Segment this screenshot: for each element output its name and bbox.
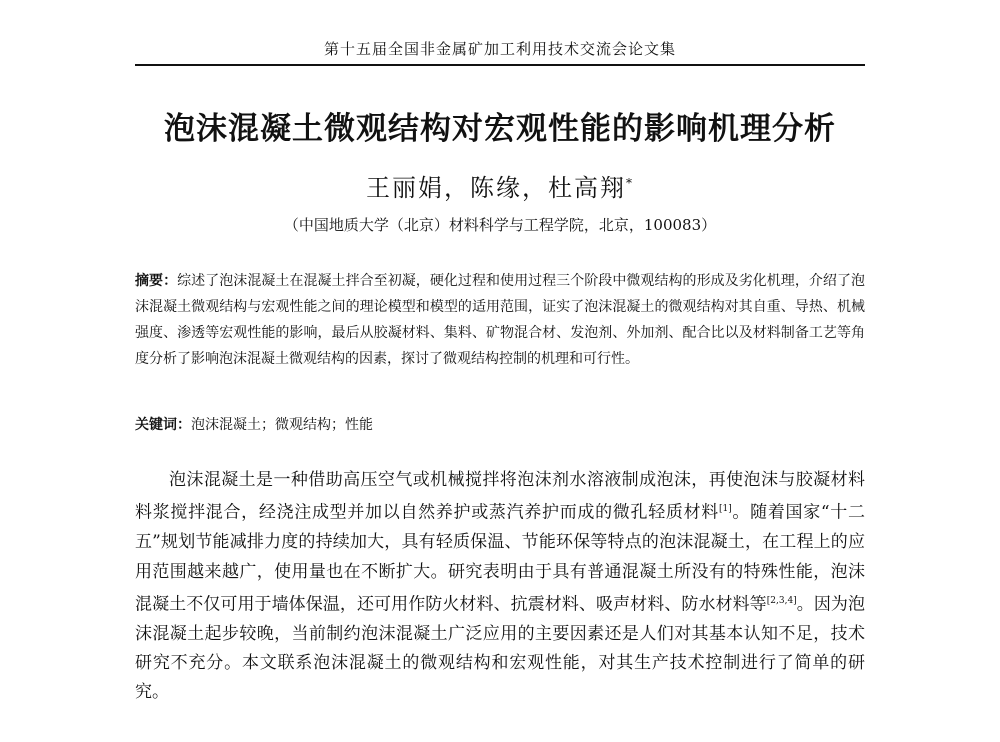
citation-1: [1] (718, 504, 732, 515)
citation-2-3-4: [2,3,4] (766, 595, 797, 606)
corresponding-author-mark: * (626, 176, 634, 190)
body-paragraph (135, 466, 865, 708)
author-list (0, 168, 1000, 203)
paper-title: 泡沫混凝土微观结构对宏观性能的影响机理分析 (164, 111, 836, 147)
abstract-text: 综述了泡沫混凝土在混凝土拌合至初凝，硬化过程和使用过程三个阶段中微观结构的形成及劣化机理，介绍了泡沫混凝土微观结构与宏观性能之间的理论模型和模型的适用范围，证实了泡沫混凝土的微观结构对其自重、导热、机械强度、渗透等宏观性能的影响，最后从胶凝材料、集料、矿物混合材、发泡剂、外加剂、配合比以及材料制备工艺等角度分析了影响泡沫混凝土微观结构的因素，探讨了微观结构控制的机理和可行性。 (135, 273, 866, 367)
abstract-label: 摘要： (135, 273, 178, 289)
body-text-part-1: 泡沫混凝土是一种借助高压空气或机械搅拌将泡沫剂水溶液制成泡沫，再使泡沫与胶凝材料料浆搅拌混合，经浇注成型并加以自然养护或蒸汽养护而成的微孔轻质材料 (135, 470, 865, 523)
body-text-part-2: 。随着国家“十二五”规划节能减排力度的持续加大，具有轻质保温、节能环保等特点的泡沫混凝土，在工程上的应用范围越来越广，使用量也在不断扩大。研究表明由于具有普通混凝土所没有的特殊性能，泡沫混凝土不仅可用于墙体保温，还可用作防火材料、抗震材料、吸声材料、防水材料等 (135, 502, 865, 615)
keywords-text: 泡沫混凝土；微观结构；性能 (191, 417, 373, 433)
keywords-label: 关键词： (135, 417, 191, 433)
affiliation: （中国地质大学（北京）材料科学与工程学院，北京，100083） (283, 216, 717, 234)
running-header: 第十五届全国非金属矿加工利用技术交流会论文集 (135, 38, 865, 66)
keywords (135, 412, 865, 438)
author-names: 王丽娟，陈缘，杜高翔 (366, 174, 626, 202)
body-text-part-3: 。因为泡沫混凝土起步较晚，当前制约泡沫混凝土广泛应用的主要因素还是人们对其基本认知不足，技术研究不充分。本文联系泡沫混凝土的微观结构和宏观性能，对其生产技术控制进行了简单的研究。 (135, 594, 866, 703)
abstract (135, 268, 865, 372)
